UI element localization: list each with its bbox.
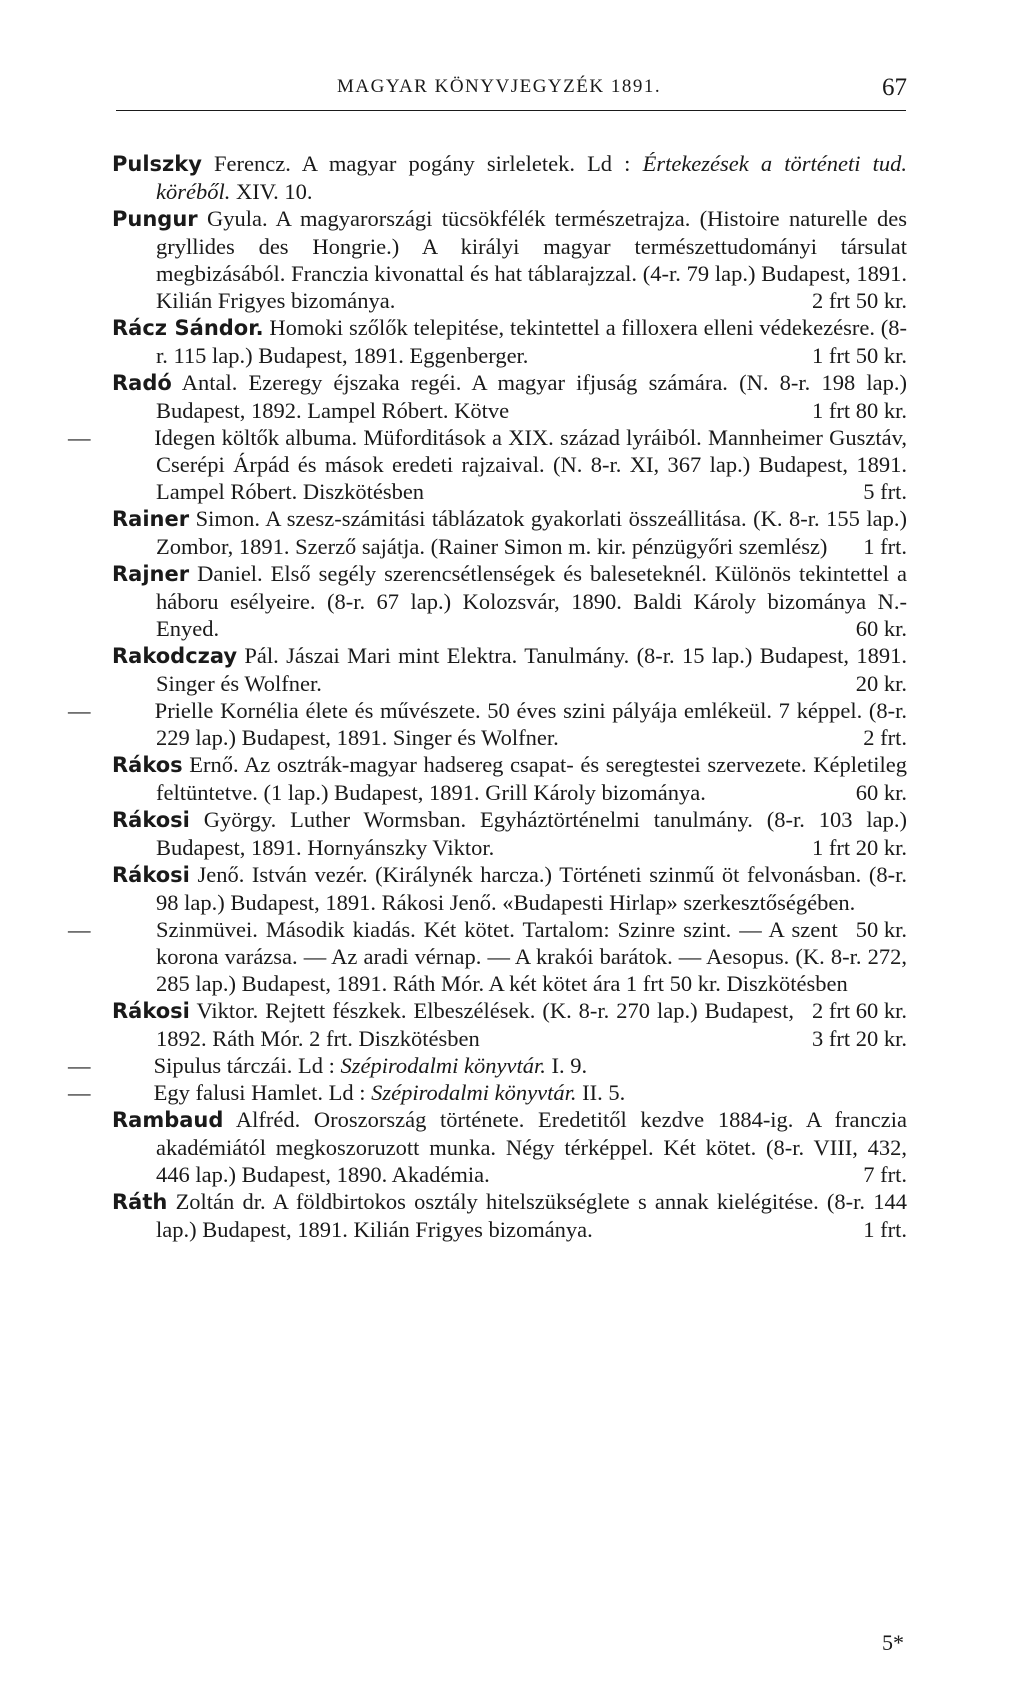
entry-text: Pál. Jászai Mari mint Elektra. Tanulmány. (8-r. 15 lap.) Budapest, 1891. Singer és Wolfner. bbox=[156, 643, 907, 696]
entry-text: Ferencz. A magyar pogány sirleletek. Ld : bbox=[201, 151, 643, 176]
entry-text: Egy falusi Hamlet. Ld : bbox=[148, 1080, 372, 1105]
entry-text: Zoltán dr. A földbirtokos osztály hitelszükséglete s annak kielégitése. (8-r. 144 lap.) Budapest, 1891. Kilián Frigyes bizománya. bbox=[156, 1189, 907, 1242]
entry-author: Rákosi bbox=[112, 808, 190, 832]
bibliography-entry bbox=[68, 697, 907, 751]
entry-author: Ráth bbox=[112, 1190, 168, 1214]
entry-price: 2 frt 60 kr. bbox=[812, 998, 907, 1023]
entry-text: Simon. A szesz-számitási táblázatok gyakorlati összeállitása. (K. 8-r. 155 lap.) Zombor, 1891. Szerző sajátja. (Rainer Simon m. kir. pénzügyőri szemlész) bbox=[156, 506, 907, 559]
entry-author: Rákos bbox=[112, 753, 183, 777]
entry-price: 60 kr. bbox=[855, 616, 907, 641]
bibliography-entry bbox=[68, 1079, 907, 1106]
bibliography-entry bbox=[112, 369, 907, 424]
entry-author: Rákosi bbox=[112, 999, 190, 1023]
bibliography-entry bbox=[112, 997, 907, 1052]
bibliography-entry bbox=[112, 314, 907, 369]
bibliography-entry bbox=[68, 1052, 907, 1079]
entry-author: Rainer bbox=[112, 507, 190, 531]
entry-text: Daniel. Első segély szerencsétlenségek és baleseteknél. Különös tekintettel a háboru esélyeire. (8-r. 67 lap.) Kolozsvár, 1890. Baldi Károly bizománya N.-Enyed. bbox=[156, 561, 907, 641]
entry-text: György. Luther Wormsban. Egyháztörténelmi tanulmány. (8-r. 103 lap.) Budapest, 1891. Hornyánszky Viktor. bbox=[156, 807, 907, 860]
entry-price: 2 frt 50 kr. bbox=[812, 288, 907, 313]
entry-price: 1 frt 50 kr. bbox=[812, 343, 907, 368]
entry-text: Idegen költők albuma. Müforditások a XIX. század lyráiból. Mannheimer Gusztáv, Cserépi Árpád és mások eredeti rajzaival. (N. 8-r. XI, 367 lap.) Budapest, 1891. Lampel Róbert. Diszkötésben bbox=[148, 425, 907, 504]
bibliography-entry bbox=[112, 505, 907, 560]
entry-price: 60 kr. bbox=[855, 780, 907, 805]
entry-price: 5 frt. bbox=[863, 479, 907, 504]
bibliography-entry bbox=[68, 424, 907, 505]
entry-author: Radó bbox=[112, 371, 172, 395]
repeat-author-dash: — bbox=[68, 425, 91, 450]
entry-price: 7 frt. bbox=[863, 1162, 907, 1187]
bibliography-entry bbox=[112, 642, 907, 697]
repeat-author-dash: — bbox=[68, 1080, 91, 1105]
entry-price: 1 frt. bbox=[863, 1217, 907, 1242]
entry-series-title: Értekezések a történeti tud. köréből. bbox=[156, 151, 908, 204]
entry-price: 20 kr. bbox=[855, 671, 907, 696]
entry-price: 2 frt. bbox=[863, 725, 907, 750]
page-number: 67 bbox=[882, 74, 907, 101]
entry-price: 3 frt 20 kr. bbox=[812, 1026, 907, 1051]
entry-text: Sipulus tárczái. Ld : bbox=[148, 1053, 341, 1078]
repeat-author-dash: — bbox=[68, 698, 91, 723]
bibliography-entry bbox=[112, 861, 907, 942]
bibliography-entry bbox=[112, 751, 907, 806]
bibliography-entries bbox=[68, 150, 908, 1243]
repeat-author-dash: — bbox=[68, 917, 91, 942]
entry-text: Prielle Kornélia élete és művészete. 50 éves szini pályája emlékeül. 7 képpel. (8-r. 229 lap.) Budapest, 1891. Singer és Wolfner. bbox=[148, 698, 907, 750]
entry-author: Pulszky bbox=[112, 152, 202, 176]
entry-text: Antal. Ezeregy éjszaka regéi. A magyar ifjuság számára. (N. 8-r. 198 lap.) Budapest, 1892. Lampel Róbert. Kötve bbox=[156, 370, 907, 423]
entry-price: 50 kr. bbox=[855, 917, 907, 942]
bibliography-entry bbox=[112, 150, 907, 205]
entry-author: Rajner bbox=[112, 562, 190, 586]
entry-text: Szinmüvei. Második kiadás. Két kötet. Tartalom: Szinre szint. — A szent korona varázsa. — Az aradi vérnap. — A krakói barátok. — Aesopus. (K. 8-r. 272, 285 lap.) Budapest, 1891. Ráth Mór. A két kötet ára 1 frt 50 kr. Diszkötésben bbox=[148, 917, 907, 996]
entry-author: Pungur bbox=[112, 207, 198, 231]
entry-text-tail: I. 9. bbox=[545, 1053, 588, 1078]
entry-author: Rakodczay bbox=[112, 644, 238, 668]
entry-author: Rácz Sándor. bbox=[112, 316, 264, 340]
bibliography-entry bbox=[112, 1188, 907, 1243]
bibliography-entry bbox=[112, 205, 907, 314]
entry-author: Rákosi bbox=[112, 863, 190, 887]
header-rule bbox=[116, 110, 906, 111]
bibliography-entry bbox=[112, 560, 907, 642]
repeat-author-dash: — bbox=[68, 1053, 91, 1078]
entry-series-title: Szépirodalmi könyvtár. bbox=[371, 1080, 577, 1105]
entry-text: Jenő. István vezér. (Királynék harcza.) Történeti szinmű öt felvonásban. (8-r. 98 lap.) Budapest, 1891. Rákosi Jenő. «Budapesti Hirlap» szerkesztőségében. bbox=[156, 862, 907, 915]
entry-text-tail: XIV. 10. bbox=[230, 179, 313, 204]
entry-series-title: Szépirodalmi könyvtár. bbox=[340, 1053, 546, 1078]
running-title: MAGYAR KÖNYVJEGYZÉK 1891. bbox=[337, 76, 662, 97]
bibliography-entry bbox=[112, 1106, 907, 1188]
entry-price: 1 frt 20 kr. bbox=[812, 835, 907, 860]
entry-text-tail: II. 5. bbox=[576, 1080, 626, 1105]
entry-author: Rambaud bbox=[112, 1108, 224, 1132]
entry-price: 1 frt 80 kr. bbox=[812, 398, 907, 423]
entry-text: Ernő. Az osztrák-magyar hadsereg csapat- és seregtestei szervezete. Képletileg feltüntetve. (1 lap.) Budapest, 1891. Grill Károly bizománya. bbox=[156, 752, 907, 805]
signature-mark: 5* bbox=[882, 1630, 904, 1655]
entry-text: Alfréd. Oroszország története. Eredetitől kezdve 1884-ig. A franczia akadémiától megkoszoruzott munka. Négy térképpel. Két kötet. (8-r. VIII, 432, 446 lap.) Budapest, 1890. Akadémia. bbox=[156, 1107, 907, 1187]
entry-price: 1 frt. bbox=[863, 534, 907, 559]
entry-text: Gyula. A magyarországi tücsökfélék természetrajza. (Histoire naturelle des gryllides des Hongrie.) A királyi magyar természettudományi társulat megbizásából. Franczia kivonattal és hat táblarajzzal. (4-r. 79 lap.) Budapest, 1891. Kilián Frigyes bizománya. bbox=[156, 206, 907, 313]
entry-text: Homoki szőlők telepitése, tekintettel a filloxera elleni védekezésre. (8-r. 115 lap.) Budapest, 1891. Eggenberger. bbox=[156, 315, 908, 368]
entry-text: Viktor. Rejtett fészkek. Elbeszélések. (K. 8-r. 270 lap.) Budapest, 1892. Ráth Mór. 2 frt. Diszkötésben bbox=[156, 998, 794, 1051]
bibliography-entry bbox=[112, 806, 907, 861]
page-header bbox=[112, 70, 907, 110]
